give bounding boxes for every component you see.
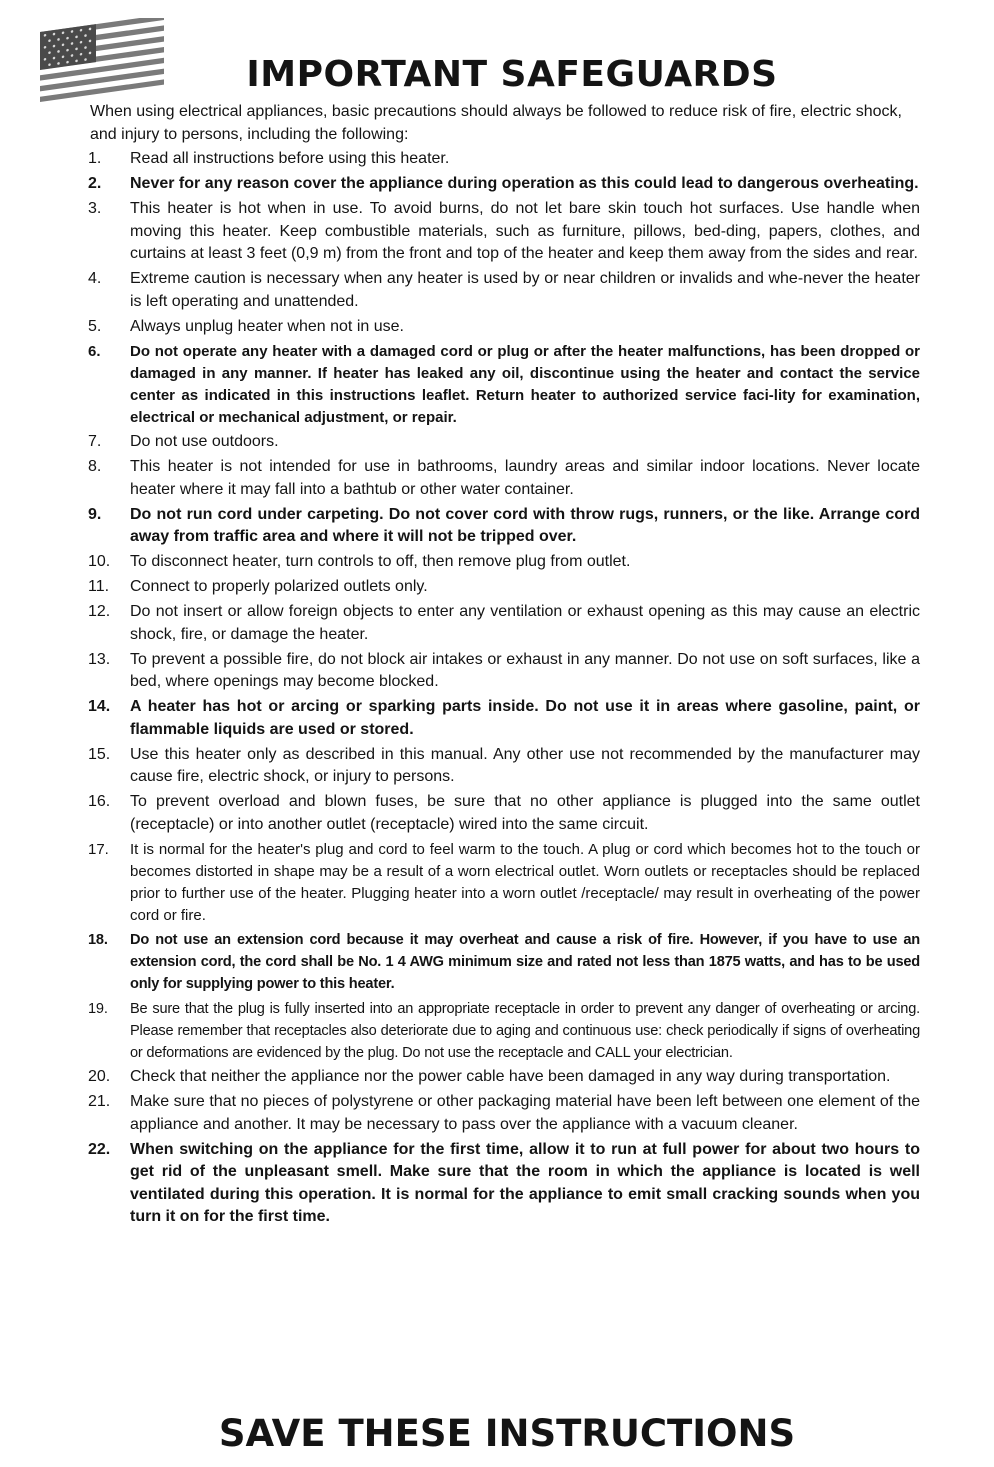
- list-item: [88, 839, 920, 927]
- item-text: Be sure that the plug is fully inserted into an appropriate receptacle in order to prevent any danger of overheating or arcing. Please remember that receptacles also deteriorate due to aging and continuous use: check periodically if signs of overheating or deformations are evidenced by the plug. Do not use the receptacle and CALL your electrician.: [130, 1000, 920, 1061]
- item-text: It is normal for the heater's plug and cord to feel warm to the touch. A plug or cord which becomes hot to the touch or becomes distorted in shape may be a result of a worn electrical outlet. Worn outlets or receptacles should be replaced prior to further use of the heater. Plugging heater into a worn outlet /receptacle/ may result in overheating of the power cord or fire.: [130, 840, 920, 924]
- item-number: 4.: [88, 270, 102, 287]
- item-number: 22.: [88, 1140, 111, 1158]
- item-number: 19.: [88, 1000, 108, 1017]
- item-number: 15.: [88, 745, 111, 763]
- list-item: [88, 431, 920, 454]
- item-text: Extreme caution is necessary when any heater is used by or near children or invalids and whe-never the heater is left operating and unattended.: [130, 270, 920, 310]
- list-item: [88, 341, 920, 429]
- item-number: 14.: [88, 698, 111, 715]
- list-item: [88, 504, 920, 549]
- list-item: [88, 316, 920, 339]
- list-item: [88, 696, 920, 741]
- list-item: [88, 173, 920, 196]
- item-text: Never for any reason cover the appliance during operation as this could lead to dangerous overheating.: [130, 175, 919, 192]
- item-text: Make sure that no pieces of polystyrene or other packaging material have been left between one element of the appliance and another. It may be necessary to pass over the appliance with a vacuum cleaner.: [130, 1093, 920, 1133]
- item-number: 17.: [88, 840, 109, 858]
- item-text: To prevent overload and blown fuses, be sure that no other appliance is plugged into the same outlet (receptacle) or into another outlet (receptacle) wired into the same circuit.: [130, 793, 920, 833]
- list-item: [88, 791, 920, 836]
- item-text: Do not run cord under carpeting. Do not cover cord with throw rugs, runners, or the like. Arrange cord away from traffic area and where it will not be tripped over.: [130, 505, 920, 545]
- item-number: 12.: [88, 603, 111, 620]
- item-text: Always unplug heater when not in use.: [130, 317, 404, 335]
- item-number: 16.: [88, 793, 111, 810]
- item-number: 1.: [88, 150, 102, 167]
- list-item: [88, 268, 920, 313]
- list-item: [88, 198, 920, 266]
- item-text: Do not use an extension cord because it may overheat and cause a risk of fire. However, if you have to use an extension cord, the cord shall be No. 1 4 AWG minimum size and rated not less than 1875 watts, and has to be used only for supplying power to this heater.: [130, 932, 920, 992]
- item-number: 13.: [88, 650, 111, 668]
- item-number: 8.: [88, 458, 102, 475]
- item-text: A heater has hot or arcing or sparking parts inside. Do not use it in areas where gasoline, paint, or flammable liquids are used or stored.: [130, 698, 920, 738]
- list-item: [88, 649, 920, 694]
- list-item: [88, 998, 920, 1064]
- item-text: Do not use outdoors.: [130, 433, 279, 450]
- item-number: 3.: [88, 200, 102, 217]
- list-item: [88, 1066, 920, 1089]
- item-number: 7.: [88, 433, 102, 450]
- list-item: [88, 576, 920, 599]
- item-text: To disconnect heater, turn controls to off, then remove plug from outlet.: [130, 553, 631, 570]
- item-number: 10.: [88, 553, 111, 570]
- item-text: When switching on the appliance for the first time, allow it to run at full power for about two hours to get rid of the unpleasant smell. Make sure that the room in which the appliance is located is well ventilated during this operation. It is normal for the appliance to emit small cracking sounds when you turn it on for the first time.: [130, 1140, 920, 1225]
- safeguards-list: [88, 148, 920, 1231]
- list-item: [88, 1091, 920, 1136]
- list-item: [88, 456, 920, 501]
- item-text: Use this heater only as described in this manual. Any other use not recommended by the manufacturer may cause fire, electric shock, or injury to persons.: [130, 745, 920, 785]
- item-text: Check that neither the appliance nor the power cable have been damaged in any way during transportation.: [130, 1068, 891, 1085]
- item-text: Do not operate any heater with a damaged cord or plug or after the heater malfunctions, has been dropped or damaged in any manner. If heater has leaked any oil, discontinue using the heater and contact the service center as indicated in this instructions leaflet. Return heater to authorized service faci-lity for examination, electrical or mechanical adjustment, or repair.: [130, 342, 920, 426]
- item-number: 6.: [88, 342, 101, 360]
- item-number: 2.: [88, 175, 102, 192]
- list-item: [88, 1139, 920, 1229]
- list-item: [88, 148, 920, 171]
- item-text: Do not insert or allow foreign objects to enter any ventilation or exhaust opening as this may cause an electric shock, fire, or damage the heater.: [130, 603, 920, 643]
- item-text: To prevent a possible fire, do not block air intakes or exhaust in any manner. Do not use on soft surfaces, like a bed, where openings may become blocked.: [130, 650, 920, 690]
- list-item: [88, 551, 920, 574]
- item-text: This heater is hot when in use. To avoid burns, do not let bare skin touch hot surfaces. Use handle when moving this heater. Keep combustible materials, such as furniture, pillows, bed-ding, papers, clothes, and curtains at least 3 feet (0,9 m) from the front and top of the heater and keep them away from the sides and rear.: [130, 200, 920, 262]
- item-text: Read all instructions before using this heater.: [130, 150, 450, 167]
- list-item: [88, 744, 920, 789]
- page-title: IMPORTANT SAFEGUARDS: [246, 54, 778, 95]
- intro-paragraph: When using electrical appliances, basic precautions should always be followed to reduce risk of fire, electric shock, and injury to persons, including the following:: [90, 103, 902, 143]
- item-text: Connect to properly polarized outlets only.: [130, 578, 428, 595]
- item-number: 21.: [88, 1093, 111, 1110]
- item-number: 11.: [88, 578, 110, 595]
- item-number: 20.: [88, 1068, 111, 1085]
- item-number: 5.: [88, 317, 102, 335]
- item-number: 18.: [88, 932, 108, 948]
- list-item: [88, 929, 920, 995]
- save-instructions-heading: SAVE THESE INSTRUCTIONS: [218, 1412, 796, 1455]
- item-number: 9.: [88, 505, 102, 523]
- list-item: [88, 601, 920, 646]
- item-text: This heater is not intended for use in bathrooms, laundry areas and similar indoor locations. Never locate heater where it may fall into a bathtub or other water container.: [130, 458, 920, 498]
